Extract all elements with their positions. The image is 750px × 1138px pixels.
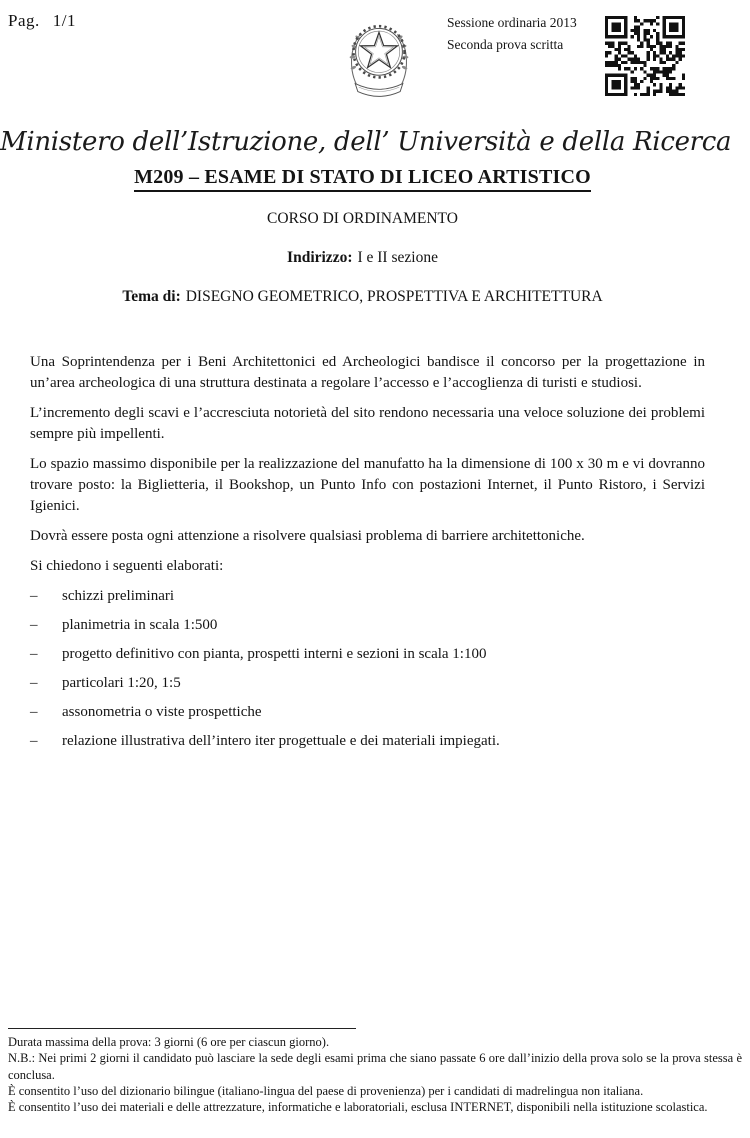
qr-code-svg [605, 16, 685, 96]
exam-body [30, 352, 705, 760]
paragraph-barriere: Dovrà essere posta ogni attenzione a risolvere qualsiasi problema di barriere architettoniche. [30, 528, 585, 544]
tema-line [0, 288, 725, 306]
tema-label: Tema di: [122, 288, 181, 305]
indirizzo-label: Indirizzo: [287, 249, 353, 266]
dash-bullet: – [30, 733, 38, 749]
footer-separator [8, 1028, 356, 1029]
footer-note-nb: N.B.: Nei primi 2 giorni il candidato può lasciare la sede degli esami prima che siano passate 6 ore dall’inizio della prova solo se la prova stessa è conclusa. [8, 1051, 742, 1082]
page-number-label: Pag. [8, 11, 40, 30]
list-item-text: progetto definitivo con pianta, prospetti interni e sezioni in scala 1:100 [62, 646, 487, 662]
session-line1: Sessione ordinaria 2013 [447, 15, 577, 30]
footer-note-dizionario: È consentito l’uso del dizionario bilingue (italiano-lingua del paese di provenienza) per i candidati di madrelingua non italiana. [8, 1083, 644, 1098]
dash-bullet: – [30, 675, 38, 691]
list-item-text: assonometria o viste prospettiche [62, 704, 262, 720]
dash-bullet: – [30, 617, 38, 633]
list-item [30, 586, 705, 607]
qr-code-icon [605, 16, 685, 96]
dash-bullet: – [30, 588, 38, 604]
footer-note-materiali: È consentito l’uso dei materiali e delle attrezzature, informatiche e laboratoriali, esclusa INTERNET, disponibili nella istituzione scolastica. [8, 1100, 708, 1115]
elaborati-list [30, 586, 705, 752]
session-line2: Seconda prova scritta [447, 37, 564, 52]
ministry-title: Ministero dell’Istruzione, dell’ Università e della Ricerca [0, 127, 732, 157]
dash-bullet: – [30, 646, 38, 662]
italy-emblem-icon [341, 13, 417, 103]
list-item [30, 673, 705, 694]
page-number [8, 11, 76, 31]
exam-title [0, 166, 725, 192]
indirizzo-value: I e II sezione [357, 249, 438, 266]
paragraph-intro: Una Soprintendenza per i Beni Architettonici ed Archeologici bandisce il concorso per la progettazione in un’area archeologica di una struttura destinata a regolare l’accesso e l’accoglienza di turisti e studiosi. [30, 354, 705, 391]
list-item [30, 702, 705, 723]
list-item-text: planimetria in scala 1:500 [62, 617, 218, 633]
list-item [30, 731, 705, 752]
footer-note-durata: Durata massima della prova: 3 giorni (6 ore per ciascun giorno). [8, 1035, 330, 1049]
exam-title-text: M209 – ESAME DI STATO DI LICEO ARTISTICO [134, 166, 591, 192]
list-item [30, 615, 705, 636]
list-item [30, 644, 705, 665]
course-title: CORSO DI ORDINAMENTO [267, 210, 458, 227]
paragraph-spazio: Lo spazio massimo disponibile per la realizzazione del manufatto ha la dimensione di 100 x 30 m e vi dovranno trovare posto: la Biglietteria, il Bookshop, un Punto Info con postazioni Internet, il Punto Ristoro, i Servizi Igienici. [30, 456, 705, 514]
page-number-value: 1/1 [52, 11, 76, 30]
paragraph-scavi: L’incremento degli scavi e l’accresciuta notorietà del sito rendono necessaria una veloce soluzione dei problemi sempre più impellenti. [30, 405, 705, 442]
list-item-text: relazione illustrativa dell’intero iter progettuale e dei materiali impiegati. [62, 733, 500, 749]
list-item-text: schizzi preliminari [62, 588, 175, 604]
session-info [447, 12, 577, 56]
footer-notes [8, 1028, 742, 1115]
tema-value: DISEGNO GEOMETRICO, PROSPETTIVA E ARCHITETTURA [185, 288, 603, 305]
dash-bullet: – [30, 704, 38, 720]
paragraph-elaborati-intro: Si chiedono i seguenti elaborati: [30, 558, 224, 574]
list-item-text: particolari 1:20, 1:5 [62, 675, 181, 691]
indirizzo-line [0, 249, 725, 267]
